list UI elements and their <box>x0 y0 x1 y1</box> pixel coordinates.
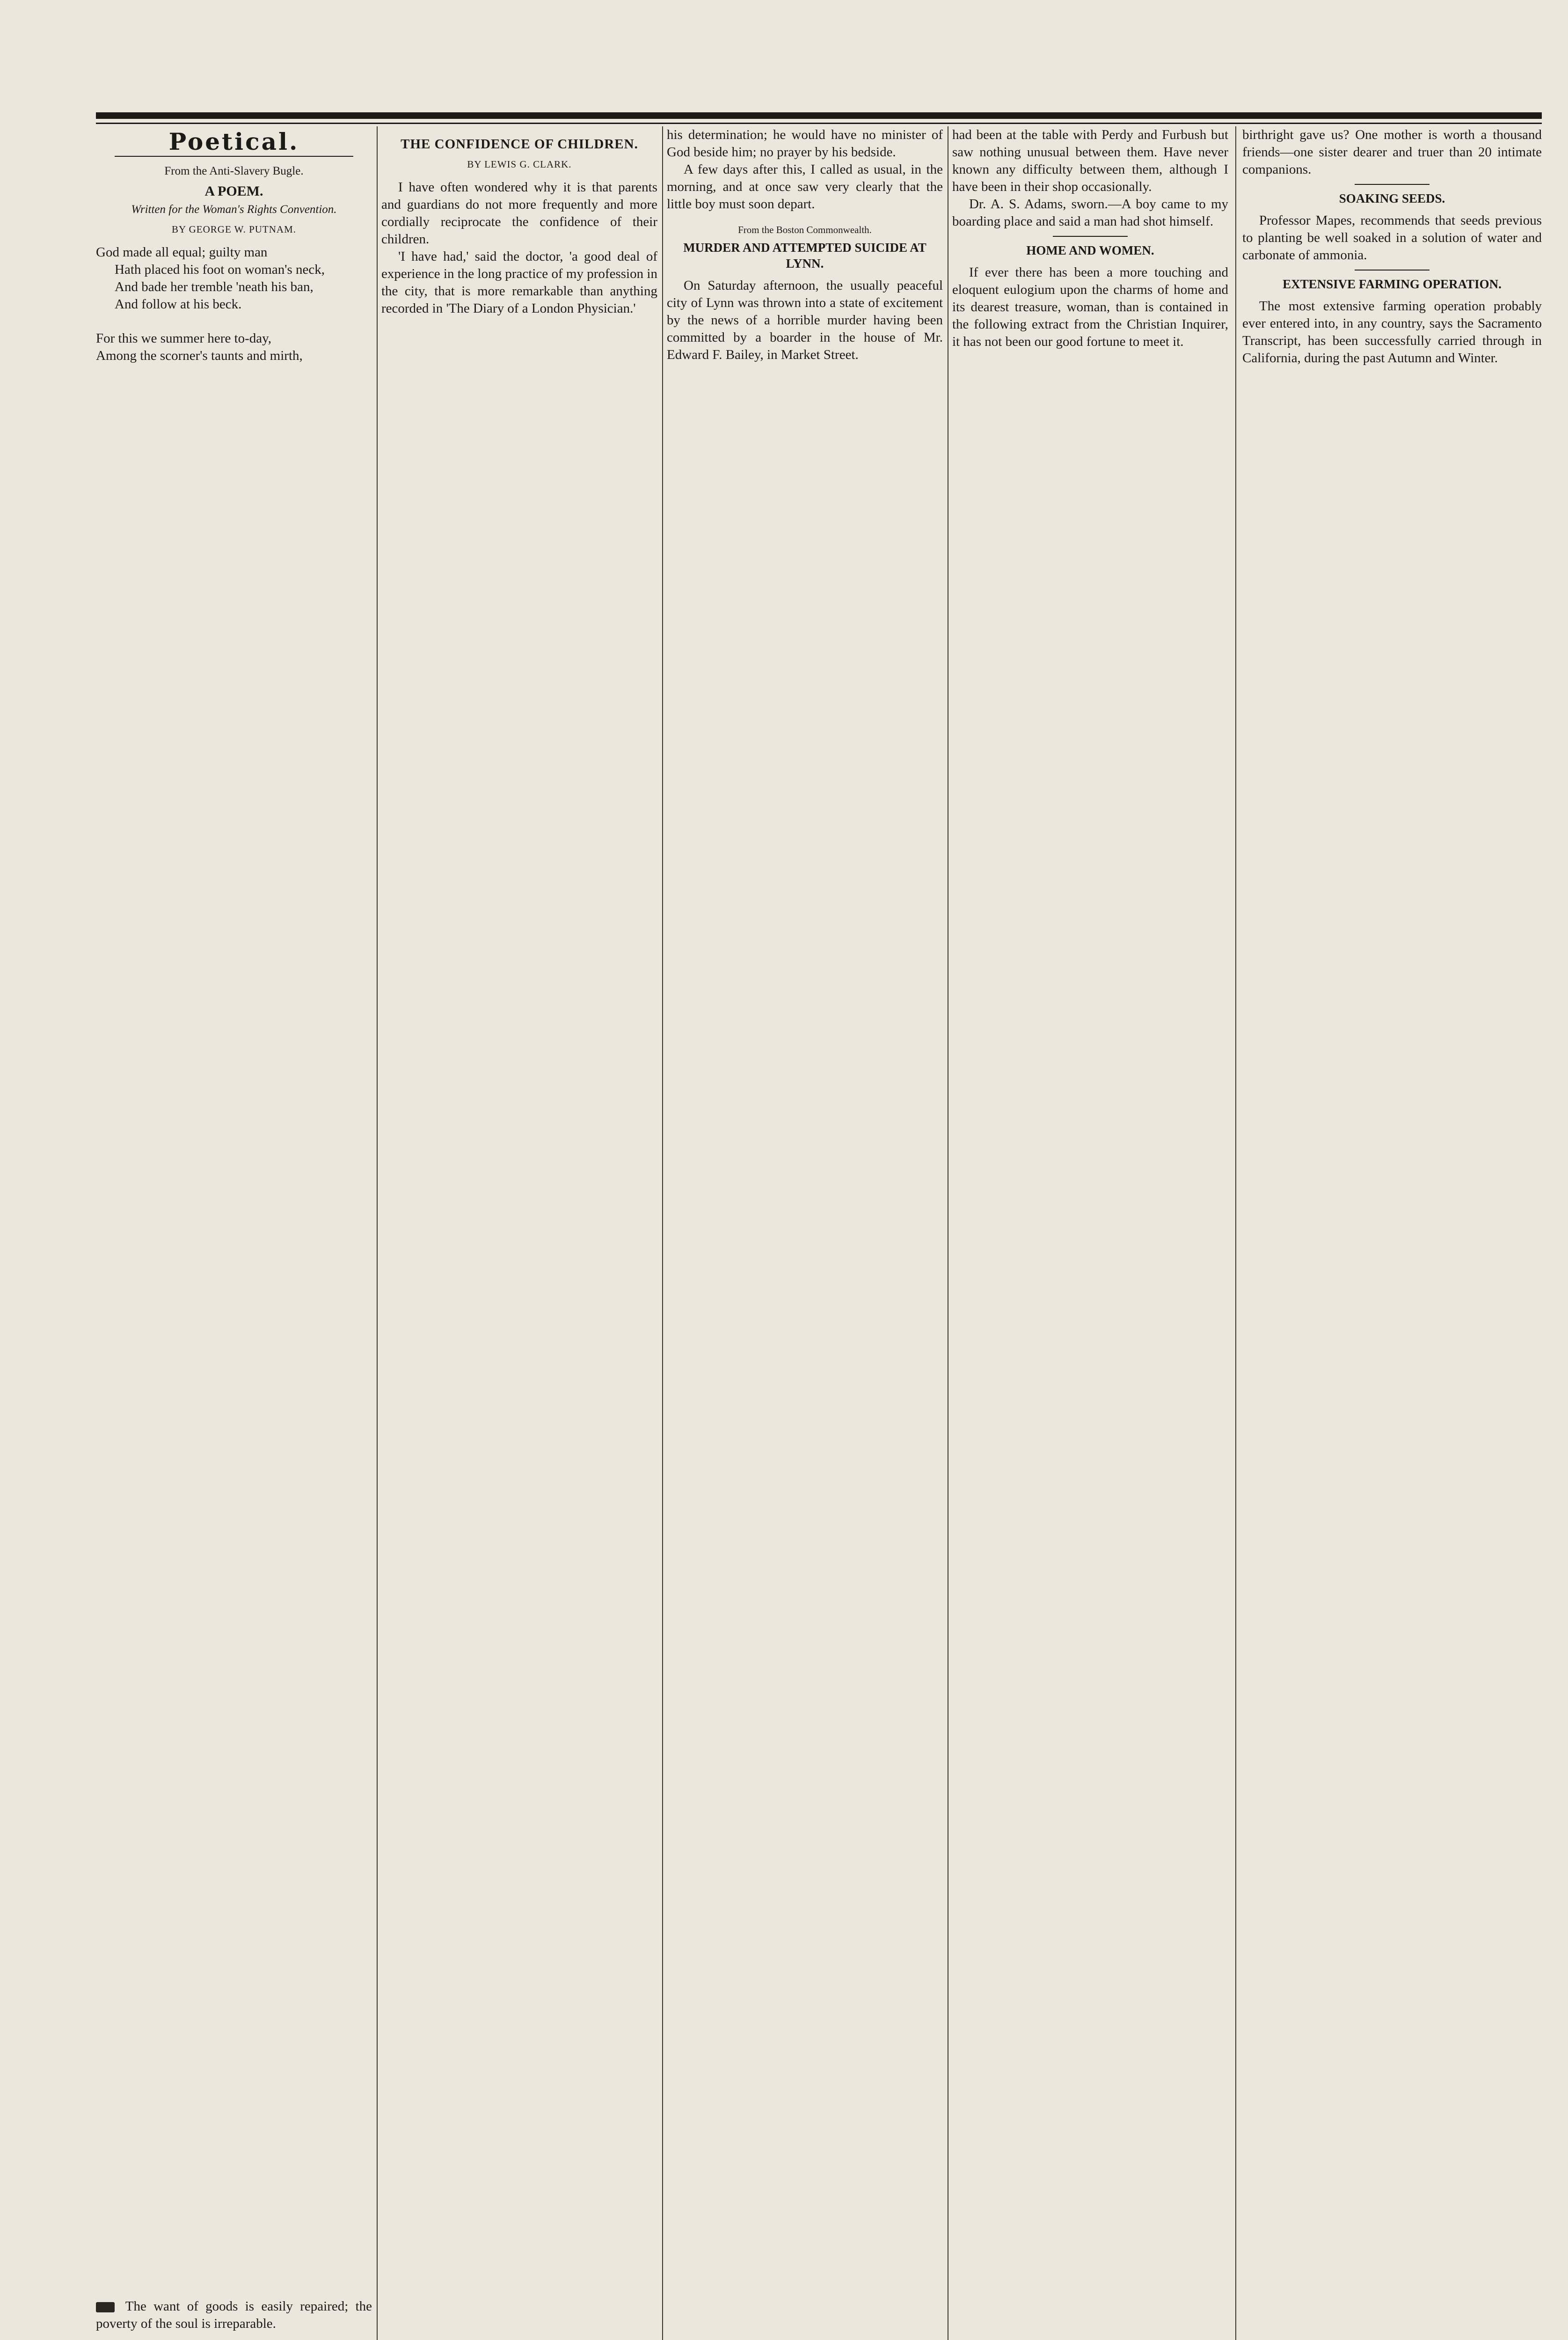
divider <box>1355 184 1429 185</box>
article-paragraph: A few days after this, I called as usual, in the morning, and at once saw very clearly that the little boy must soon depart. <box>667 162 943 212</box>
source-line: From the Anti-Slavery Bugle. <box>164 165 304 177</box>
footnote-block <box>96 2298 372 2333</box>
divider <box>115 156 353 157</box>
pointing-hand-icon <box>96 2302 115 2312</box>
poem-subtitle: Written for the Woman's Rights Convention. <box>131 203 337 216</box>
verse-line: God made all equal; guilty man <box>96 245 268 260</box>
column-3 <box>667 126 943 2340</box>
article-paragraph: his determination; he would have no minister of God beside him; no prayer by his bedside. <box>667 127 943 160</box>
footnote-text: The want of goods is easily repaired; the poverty of the soul is irreparable. <box>96 2299 372 2331</box>
poem-title: A POEM. <box>204 183 263 199</box>
divider <box>1053 236 1128 237</box>
article-headline: MURDER AND ATTEMPTED SUICIDE AT LYNN. <box>683 241 926 271</box>
stanza <box>96 330 372 365</box>
article-paragraph: The most extensive farming operation probably ever entered into, in any country, says the Sacramento Transcript, has been successfully carried through in California, during the past Autumn and Winter. <box>1242 299 1542 366</box>
column-divider <box>662 126 663 2340</box>
article-paragraph: I have often wondered why it is that parents and guardians do not more frequently and more cordially reciprocate the confidence of their children. <box>381 180 657 247</box>
article-paragraph: Professor Mapes, recommends that seeds previous to planting be well soaked in a solution of water and carbonate of ammonia. <box>1242 213 1542 263</box>
verse-line: And bade her tremble 'neath his ban, <box>115 279 314 294</box>
article-headline: SOAKING SEEDS. <box>1339 191 1445 205</box>
source-line: From the Boston Commonwealth. <box>738 224 872 235</box>
article-paragraph: On Saturday afternoon, the usually peaceful city of Lynn was thrown into a state of excitement by the news of a horrible murder having been committed by a boarder in the house of Mr. Edward F. Bailey, in Market Street. <box>667 278 943 362</box>
article-headline: HOME AND WOMEN. <box>1026 243 1154 257</box>
article-paragraph: had been at the table with Perdy and Furbush but saw nothing unusual between them. Have never known any difficulty between them, although I have been in their shop occasionally. <box>952 127 1228 194</box>
article-headline: EXTENSIVE FARMING OPERATION. <box>1283 277 1502 291</box>
column-divider <box>377 126 378 2340</box>
article-title: THE CONFIDENCE OF CHILDREN. <box>401 137 638 152</box>
column-5 <box>1242 126 1542 2340</box>
stanza <box>96 244 372 313</box>
poem-byline: BY GEORGE W. PUTNAM. <box>172 224 296 235</box>
verse-line: For this we summer here to-day, <box>96 331 272 346</box>
column-divider <box>1235 126 1236 2340</box>
top-rule <box>96 112 1542 119</box>
column-2 <box>381 126 657 2340</box>
column-1 <box>96 126 372 2340</box>
verse-line: Hath placed his foot on woman's neck, <box>115 262 325 277</box>
verse-line: And follow at his beck. <box>115 297 242 312</box>
article-paragraph: birthright gave us? One mother is worth a thousand friends—one sister dearer and truer than 20 intimate companions. <box>1242 127 1542 177</box>
article-paragraph: Dr. A. S. Adams, sworn.—A boy came to my boarding place and said a man had shot himself. <box>952 197 1228 229</box>
poem-body <box>96 244 372 365</box>
verse-line: Among the scorner's taunts and mirth, <box>96 348 303 363</box>
article-paragraph: 'I have had,' said the doctor, 'a good deal of experience in the long practice of my profession in the city, that is more remarkable than anything recorded in 'The Diary of a London Physician.' <box>381 249 657 316</box>
article-byline: BY LEWIS G. CLARK. <box>467 159 572 170</box>
top-rule-thin <box>96 123 1542 124</box>
divider <box>1355 270 1429 271</box>
section-title: Poetical. <box>168 128 299 155</box>
column-4 <box>952 126 1228 2340</box>
article-paragraph: If ever there has been a more touching and eloquent eulogium upon the charms of home and its dearest treasure, woman, than is contained in the following extract from the Christian Inquirer, it has not been our good fortune to meet it. <box>952 265 1228 349</box>
